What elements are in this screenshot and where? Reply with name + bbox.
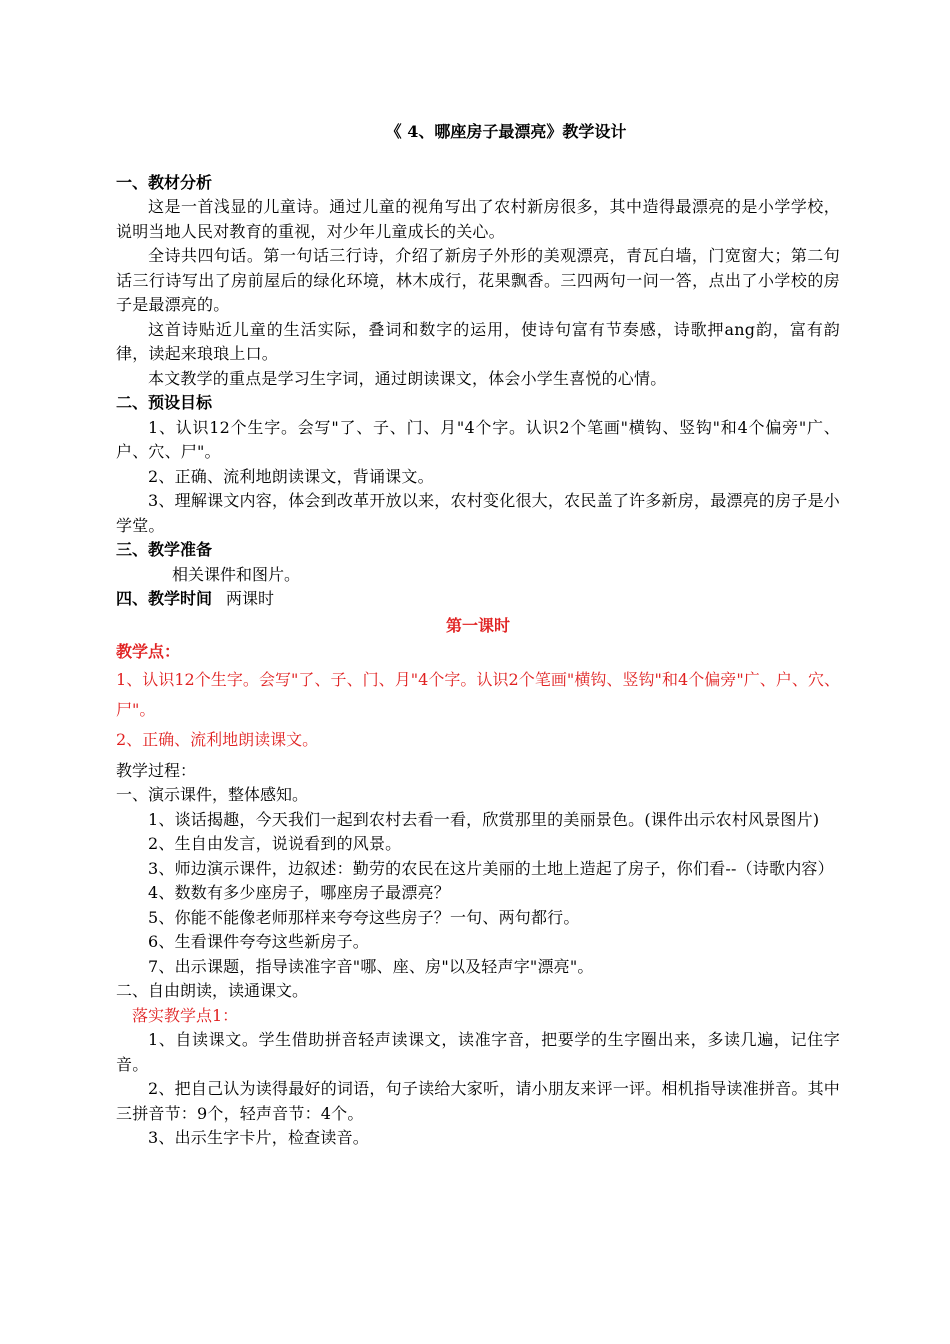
paragraph: 全诗共四句话。第一句话三行诗，介绍了新房子外形的美观漂亮，青瓦白墙，门宽窗大；第二句话三行诗写出了房前屋后的绿化环境，林木成行，花果飘香。三四两句一问一答，点出了小学校的房子是最漂亮的。 xyxy=(116,246,840,314)
implementation-label: 落实教学点1： xyxy=(132,1005,239,1025)
document-title: 《 4、哪座房子最漂亮》教学设计 xyxy=(385,122,627,141)
section-teaching-time xyxy=(116,587,840,612)
step-item: 1、自读课文。学生借助拼音轻声读课文，读准字音，把要学的生字圈出来，多读几遍，记住字音。 xyxy=(116,1030,840,1074)
section-heading: 二、预设目标 xyxy=(116,393,213,412)
goal-item: 2、正确、流利地朗读课文，背诵课文。 xyxy=(148,466,434,486)
step-item: 1、谈话揭趣，今天我们一起到农村去看一看，欣赏那里的美丽景色。(课件出示农村风景图片) xyxy=(148,809,820,829)
lesson-heading: 第一课时 xyxy=(445,615,510,635)
process-label: 教学过程： xyxy=(116,760,197,780)
step-item: 2、把自己认为读得最好的词语，句子读给大家听，请小朋友来评一评。相机指导读准拼音。其中三拼音节：9个，轻声音节：4个。 xyxy=(116,1079,840,1123)
section-preparation xyxy=(116,538,840,587)
section-heading: 三、教学准备 xyxy=(116,540,213,559)
paragraph: 这是一首浅显的儿童诗。通过儿童的视角写出了农村新房很多，其中造得最漂亮的是小学学校，说明当地人民对教育的重视，对少年儿童成长的关心。 xyxy=(116,197,840,241)
section-heading: 四、教学时间 xyxy=(116,589,213,608)
process-part-2 xyxy=(116,979,840,1151)
step-item: 2、生自由发言，说说看到的风景。 xyxy=(148,834,402,853)
goal-item: 1、认识12个生字。会写"了、子、门、月"4个字。认识2个笔画"横钩、竖钩"和4个偏旁"广、户、穴、尸"。 xyxy=(116,417,840,461)
step-item: 7、出示课题，指导读准字音"哪、座、房"以及轻声字"漂亮"。 xyxy=(148,956,594,976)
section-preset-goals xyxy=(116,391,840,538)
step-item: 4、数数有多少座房子，哪座房子最漂亮？ xyxy=(148,883,450,902)
teaching-point-item: 1、认识12个生字。会写"了、子、门、月"4个字。认识2个笔画"横钩、竖钩"和4个偏旁"广、户、穴、尸"。 xyxy=(116,669,840,719)
step-item: 3、出示生字卡片，检查读音。 xyxy=(148,1128,369,1147)
paragraph: 这首诗贴近儿童的生活实际，叠词和数字的运用，使诗句富有节奏感，诗歌押ang韵，富有韵律，读起来琅琅上口。 xyxy=(116,319,840,363)
step-item: 5、你能不能像老师那样来夸夸这些房子？一句、两句都行。 xyxy=(148,907,580,927)
teaching-points-label: 教学点： xyxy=(116,642,181,661)
section-heading: 一、教材分析 xyxy=(116,172,213,192)
teaching-time-value: 两课时 xyxy=(226,589,275,608)
paragraph: 本文教学的重点是学习生字词，通过朗读课文，体会小学生喜悦的心情。 xyxy=(148,368,667,388)
step-item: 3、师边演示课件，边叙述：勤劳的农民在这片美丽的土地上造起了房子，你们看--（诗歌内容） xyxy=(148,858,834,878)
part-heading: 一、演示课件，整体感知。 xyxy=(116,785,309,804)
teaching-point-item: 2、正确、流利地朗读课文。 xyxy=(116,729,319,749)
process-part-1 xyxy=(116,783,840,979)
goal-item: 3、理解课文内容，体会到改革开放以来，农村变化很大，农民盖了许多新房，最漂亮的房子是小学堂。 xyxy=(116,491,840,535)
step-item: 6、生看课件夸夸这些新房子。 xyxy=(148,932,369,951)
document-page xyxy=(116,120,840,1151)
preparation-text: 相关课件和图片。 xyxy=(172,564,301,584)
section-materials-analysis xyxy=(116,171,840,392)
part-heading: 二、自由朗读，读通课文。 xyxy=(116,981,309,1000)
